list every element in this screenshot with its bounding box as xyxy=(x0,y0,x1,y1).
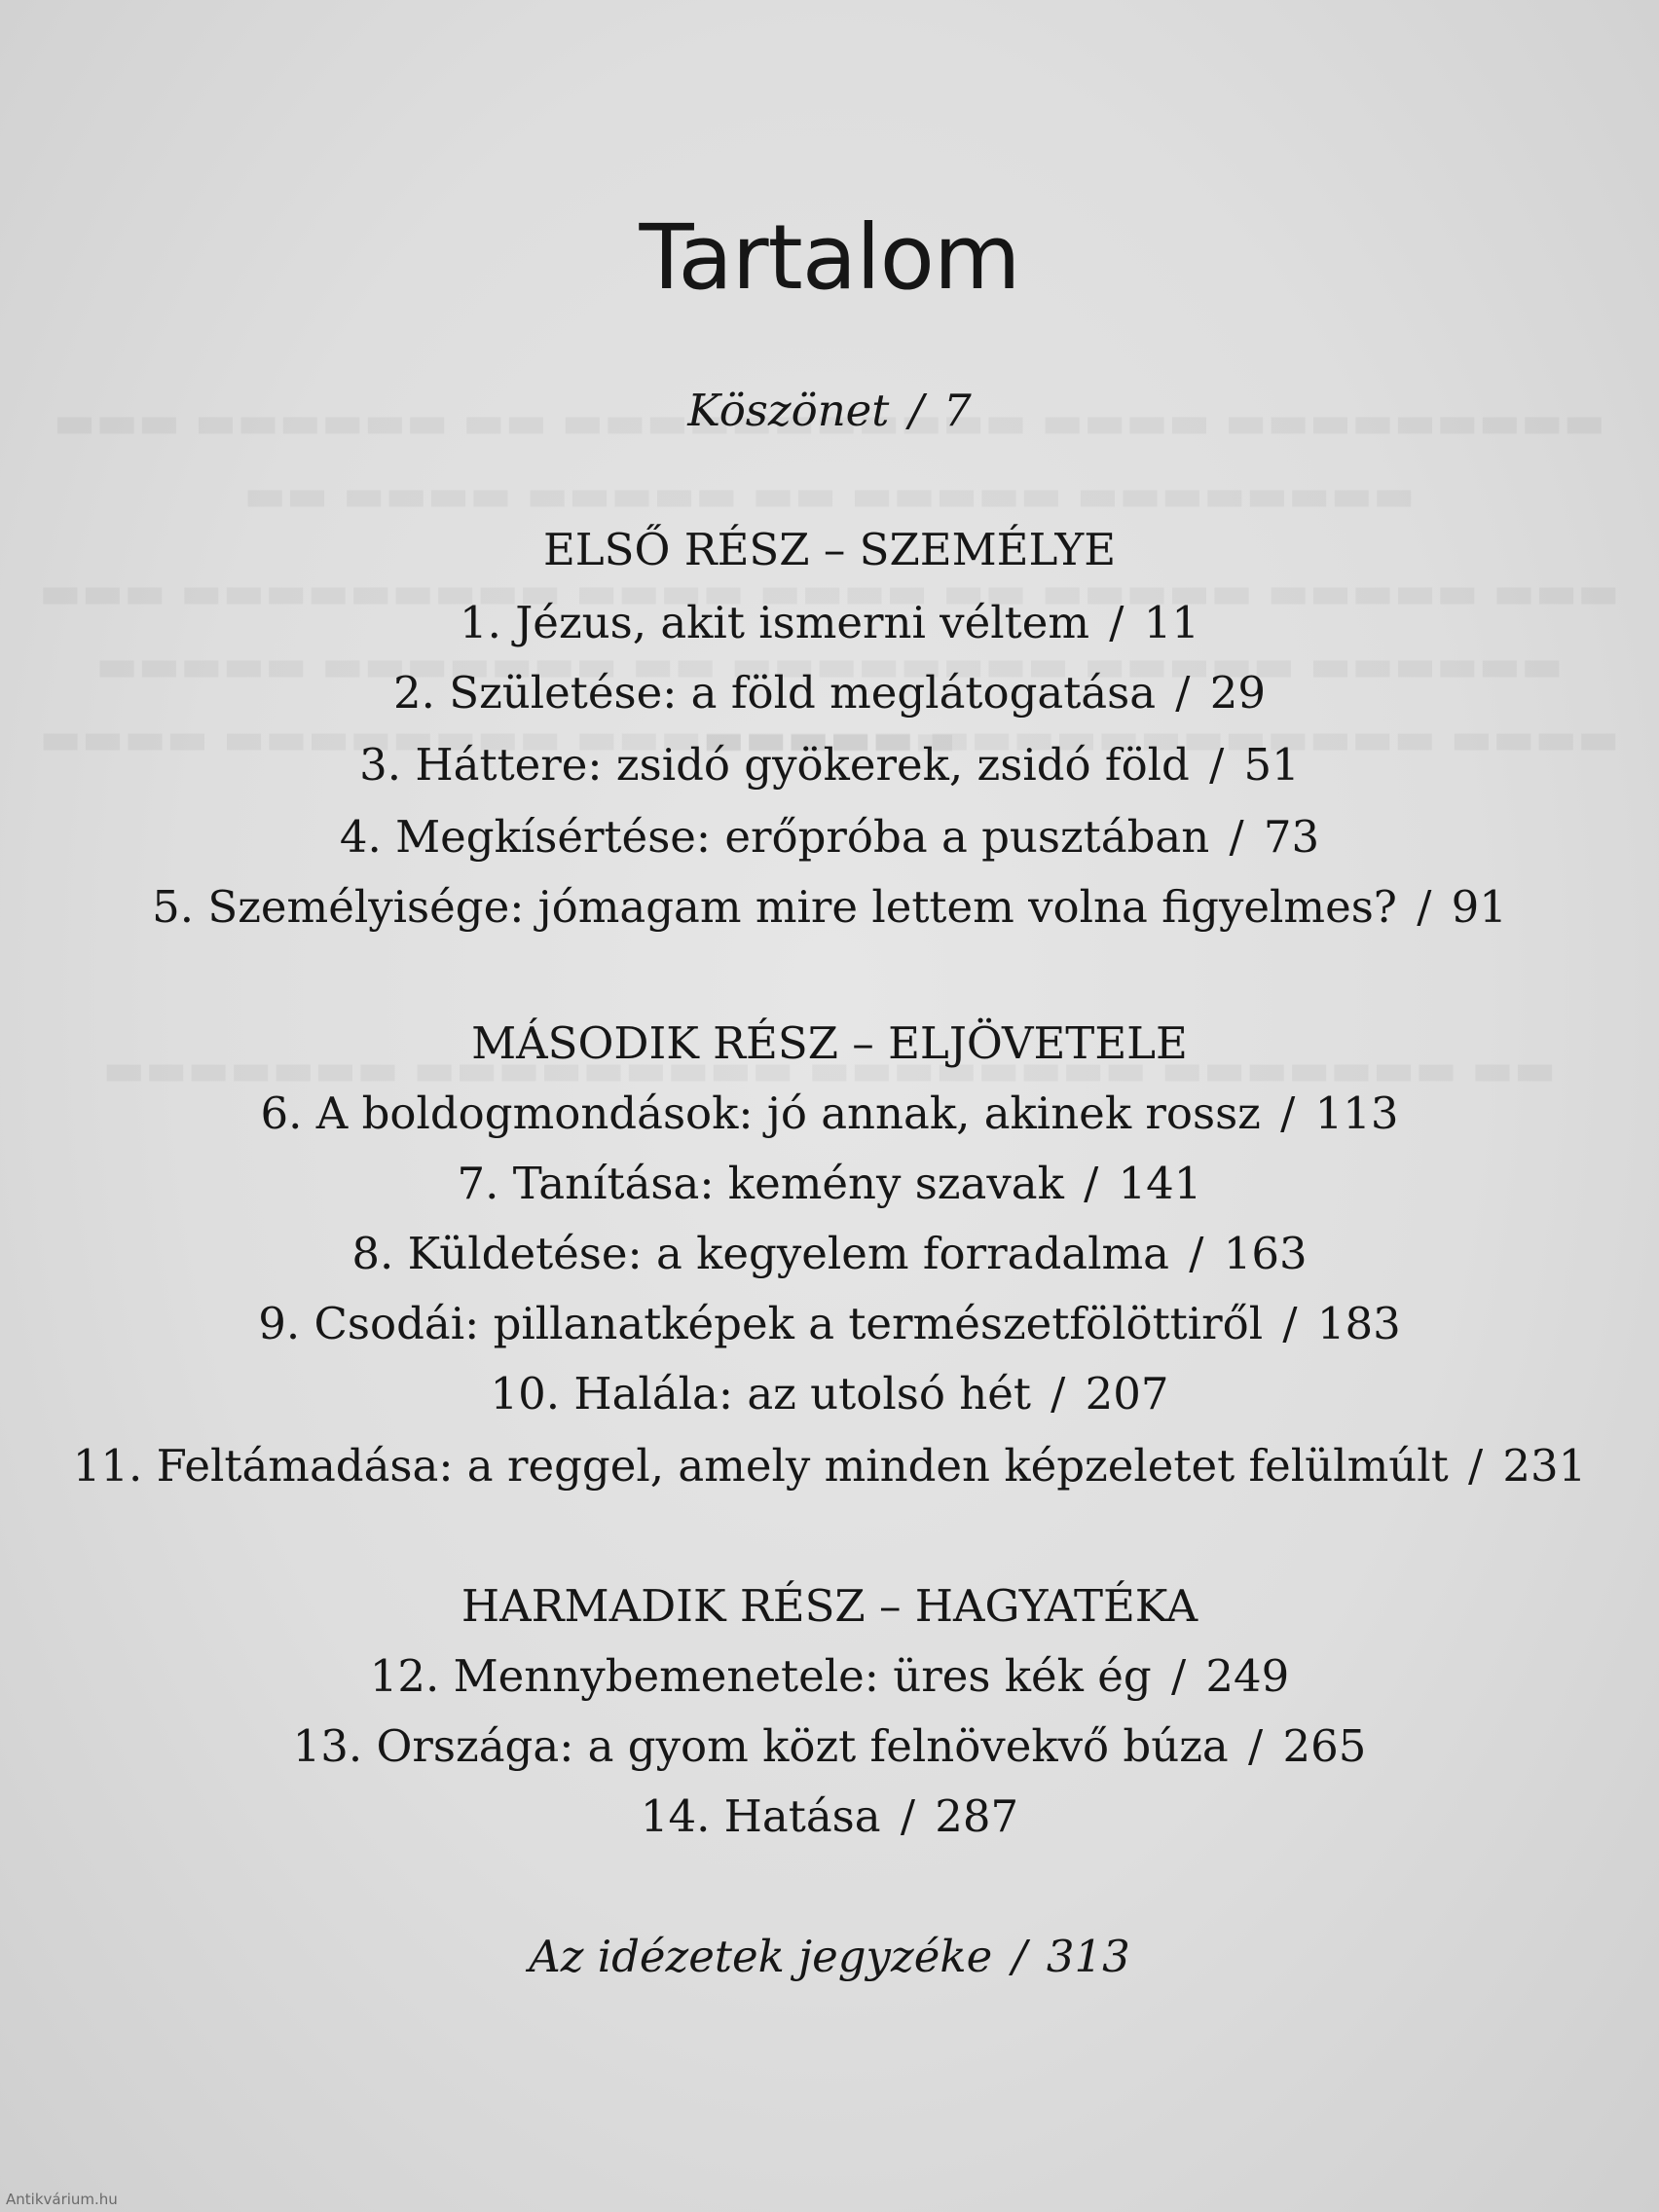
toc-separator: / xyxy=(900,1790,916,1842)
toc-entry-title: 2. Születése: a föld meglátogatása xyxy=(393,667,1157,719)
toc-entry-title: 14. Hatása xyxy=(640,1790,881,1842)
toc-separator: / xyxy=(1175,667,1191,719)
toc-entry xyxy=(0,1788,1659,1846)
toc-page-number: 287 xyxy=(935,1790,1019,1842)
toc-entry xyxy=(0,1437,1659,1495)
toc-page-number: 265 xyxy=(1282,1720,1367,1772)
toc-entry xyxy=(0,664,1659,722)
toc-separator: / xyxy=(1170,1650,1187,1702)
toc-separator: / xyxy=(1467,1440,1484,1492)
toc-page-number: 11 xyxy=(1143,597,1199,648)
toc-separator: / xyxy=(1229,811,1244,863)
toc-entry xyxy=(0,808,1659,866)
toc-part-heading: HARMADIK RÉSZ – HAGYATÉKA xyxy=(461,1580,1198,1632)
watermark: Antikvárium.hu xyxy=(6,2191,118,2208)
toc-page-number: 113 xyxy=(1314,1088,1399,1139)
toc-entry xyxy=(0,1365,1659,1423)
toc-page-number: 91 xyxy=(1451,881,1507,933)
toc-separator: / xyxy=(1109,597,1124,648)
toc-entry xyxy=(0,878,1659,937)
toc-separator: / xyxy=(1282,1298,1298,1349)
toc-page-number: 249 xyxy=(1205,1650,1290,1702)
toc-page-number: 73 xyxy=(1263,811,1320,863)
toc-entry-title: Az idézetek jegyzéke xyxy=(529,1931,993,1982)
toc-entry xyxy=(0,594,1659,652)
toc-part-heading: ELSŐ RÉSZ – SZEMÉLYE xyxy=(542,524,1117,575)
toc-entry xyxy=(0,1085,1659,1143)
toc-separator: / xyxy=(1209,739,1225,791)
toc-page-number: 313 xyxy=(1046,1931,1130,1982)
page-title: Tartalom xyxy=(639,204,1020,310)
toc-entry-title: 1. Jézus, akit ismerni véltem xyxy=(460,597,1090,648)
toc-entry xyxy=(0,1717,1659,1776)
toc-entry-title: 8. Küldetése: a kegyelem forradalma xyxy=(351,1228,1170,1279)
toc-page-number: 231 xyxy=(1502,1440,1587,1492)
toc-entry-title: 13. Országa: a gyom közt felnövekvő búza xyxy=(292,1720,1229,1772)
toc-page-number: 207 xyxy=(1085,1368,1169,1419)
toc-entry-title: 10. Halála: az utolsó hét xyxy=(490,1368,1031,1419)
toc-entry xyxy=(0,1225,1659,1283)
toc-entry xyxy=(0,382,1659,440)
toc-entry-title: 9. Csodái: pillanatképek a természetfölöttiről xyxy=(258,1298,1264,1349)
toc-separator: / xyxy=(1417,881,1432,933)
toc-separator: / xyxy=(1248,1720,1264,1772)
toc-entry-title: 11. Feltámadása: a reggel, amely minden képzeletet felülmúlt xyxy=(72,1440,1449,1492)
toc-entry-title: 7. Tanítása: kemény szavak xyxy=(457,1158,1064,1209)
toc-separator: / xyxy=(1280,1088,1296,1139)
toc-entry-title: 4. Megkísértése: erőpróba a pusztában xyxy=(339,811,1210,863)
toc-separator: / xyxy=(1084,1158,1099,1209)
toc-part-heading: MÁSODIK RÉSZ – ELJÖVETELE xyxy=(471,1017,1188,1069)
toc-page-number: 51 xyxy=(1243,739,1300,791)
toc-page-number: 141 xyxy=(1118,1158,1202,1209)
toc-entry xyxy=(0,1295,1659,1353)
toc-separator: / xyxy=(1012,1931,1027,1982)
toc-entry-title: 5. Személyisége: jómagam mire lettem volna figyelmes? xyxy=(152,881,1397,933)
toc-page-number: 7 xyxy=(943,385,972,436)
toc-entry xyxy=(0,1647,1659,1706)
toc-entry xyxy=(0,1928,1659,1986)
toc-entry-title: 6. A boldogmondások: jó annak, akinek rossz xyxy=(260,1088,1261,1139)
toc-entry xyxy=(0,736,1659,794)
toc-separator: / xyxy=(908,385,924,436)
toc-entry-title: 3. Háttere: zsidó gyökerek, zsidó föld xyxy=(359,739,1190,791)
toc-page-number: 29 xyxy=(1209,667,1266,719)
toc-separator: / xyxy=(1189,1228,1204,1279)
toc-separator: / xyxy=(1051,1368,1066,1419)
toc-entry-title: 12. Mennybemenetele: üres kék ég xyxy=(369,1650,1152,1702)
toc-page-number: 163 xyxy=(1223,1228,1308,1279)
toc-page-number: 183 xyxy=(1316,1298,1401,1349)
toc-entry xyxy=(0,1155,1659,1213)
toc-entry-title: Köszönet xyxy=(687,385,890,436)
